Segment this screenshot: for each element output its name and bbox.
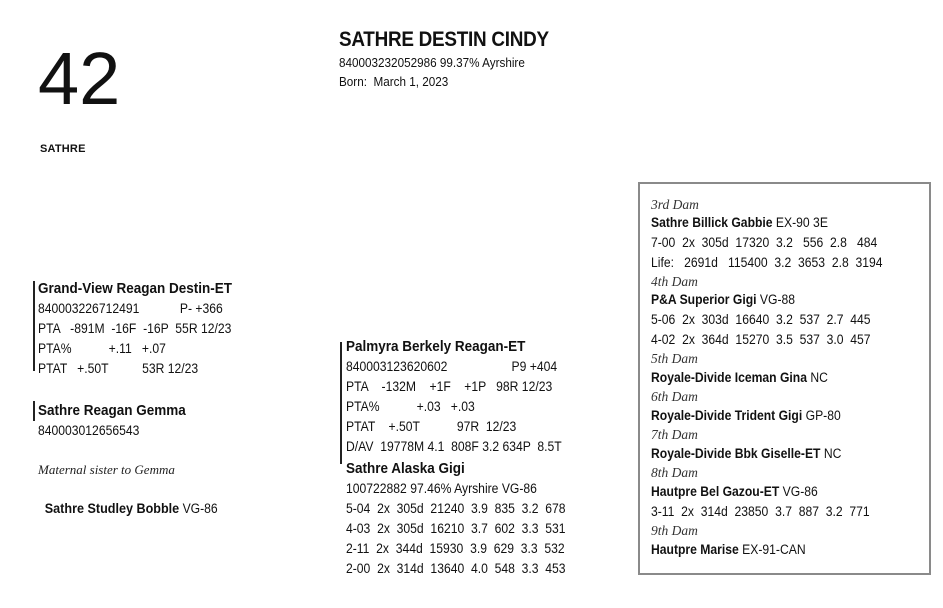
sire-pta-pct: PTA% +.11 +.07 <box>38 341 166 356</box>
dam-name: Sathre Alaska Gigi <box>346 460 465 477</box>
dam-record-line: 5-04 2x 305d 21240 3.9 835 3.2 678 <box>346 501 566 516</box>
animal-id-line: 840003232052986 99.37% Ayrshire <box>339 55 525 70</box>
sire-dam-name: Sathre Reagan Gemma <box>38 402 186 419</box>
sire-dam-id-line: 840003012656543 <box>38 423 140 438</box>
consignor-name: SATHRE <box>40 143 86 155</box>
maternal-sister-name: Sathre Studley Bobble <box>44 499 180 516</box>
dam-sire-pta-pct: PTA% +.03 +.03 <box>346 399 475 414</box>
ancestor-line <box>651 368 828 388</box>
sire-ptat: PTAT +.50T 53R 12/23 <box>38 361 199 376</box>
ancestor-class: NC <box>820 446 842 461</box>
ancestor-line <box>651 482 818 502</box>
dam-generation-label: 7th Dam <box>651 427 698 442</box>
dam-id-line: 100722882 97.46% Ayrshire VG-86 <box>346 481 537 496</box>
ancestor-line <box>651 290 795 310</box>
ancestor-line <box>651 444 841 464</box>
ancestor-class: NC <box>806 370 828 385</box>
ancestor-name: Royale-Divide Iceman Gina <box>651 370 807 385</box>
ancestor-line <box>651 213 828 233</box>
ancestor-record-line: Life: 2691d 115400 3.2 3653 2.8 3194 <box>651 255 883 270</box>
animal-name: SATHRE DESTIN CINDY <box>339 28 549 51</box>
maternal-sister-label: Maternal sister to Gemma <box>38 462 175 477</box>
dam-generation-label: 3rd Dam <box>651 197 699 212</box>
ancestor-line <box>651 406 841 426</box>
ancestor-record-line: 4-02 2x 364d 15270 3.5 537 3.0 457 <box>651 332 871 347</box>
maternal-sister-class: VG-86 <box>179 500 218 516</box>
dam-sire-pta: PTA -132M +1F +1P 98R 12/23 <box>346 379 553 394</box>
dam-generation-label: 6th Dam <box>651 389 698 404</box>
ancestor-class: VG-88 <box>756 292 796 307</box>
ancestor-name: Royale-Divide Bbk Giselle-ET <box>651 446 821 461</box>
ancestor-class: GP-80 <box>802 408 841 423</box>
dam-record-line: 2-00 2x 314d 13640 4.0 548 3.3 453 <box>346 561 566 576</box>
dam-generation-label: 8th Dam <box>651 465 698 480</box>
dam-sire-dav: D/AV 19778M 4.1 808F 3.2 634P 8.5T <box>346 439 562 454</box>
dam-sire-id-line: 840003123620602 P9 +404 <box>346 359 558 374</box>
ancestors-box <box>638 182 931 575</box>
dam-sire-bracket <box>340 342 342 464</box>
ancestor-name: Hautpre Marise <box>651 542 739 557</box>
dam-generation-label: 4th Dam <box>651 274 698 289</box>
dam-sire-name: Palmyra Berkely Reagan-ET <box>346 338 526 355</box>
animal-birth-date: Born: March 1, 2023 <box>339 74 449 89</box>
ancestor-class: EX-90 3E <box>772 215 828 230</box>
ancestor-line <box>651 540 806 560</box>
ancestor-record-line: 3-11 2x 314d 23850 3.7 887 3.2 771 <box>651 504 870 519</box>
dam-generation-label: 9th Dam <box>651 523 698 538</box>
ancestor-name: Royale-Divide Trident Gigi <box>651 408 803 423</box>
dam-sire-ptat: PTAT +.50T 97R 12/23 <box>346 419 517 434</box>
lot-number: 42 <box>38 37 121 120</box>
sire-id-line: 840003226712491 P- +366 <box>38 301 223 316</box>
sire-pta: PTA -891M -16F -16P 55R 12/23 <box>38 321 232 336</box>
dam-record-line: 2-11 2x 344d 15930 3.9 629 3.3 532 <box>346 541 565 556</box>
ancestor-name: Sathre Billick Gabbie <box>651 215 773 230</box>
ancestor-class: EX-91-CAN <box>738 542 806 557</box>
sire-bracket <box>33 281 35 371</box>
ancestor-class: VG-86 <box>779 484 818 499</box>
ancestor-record-line: 5-06 2x 303d 16640 3.2 537 2.7 445 <box>651 312 871 327</box>
ancestor-name: P&A Superior Gigi <box>651 292 757 307</box>
maternal-sister-line <box>38 479 218 518</box>
dam-record-line: 4-03 2x 305d 16210 3.7 602 3.3 531 <box>346 521 566 536</box>
sire-dam-bracket <box>33 401 35 421</box>
sire-name: Grand-View Reagan Destin-ET <box>38 280 233 297</box>
dam-generation-label: 5th Dam <box>651 351 698 366</box>
ancestor-name: Hautpre Bel Gazou-ET <box>651 484 780 499</box>
ancestor-record-line: 7-00 2x 305d 17320 3.2 556 2.8 484 <box>651 235 878 250</box>
